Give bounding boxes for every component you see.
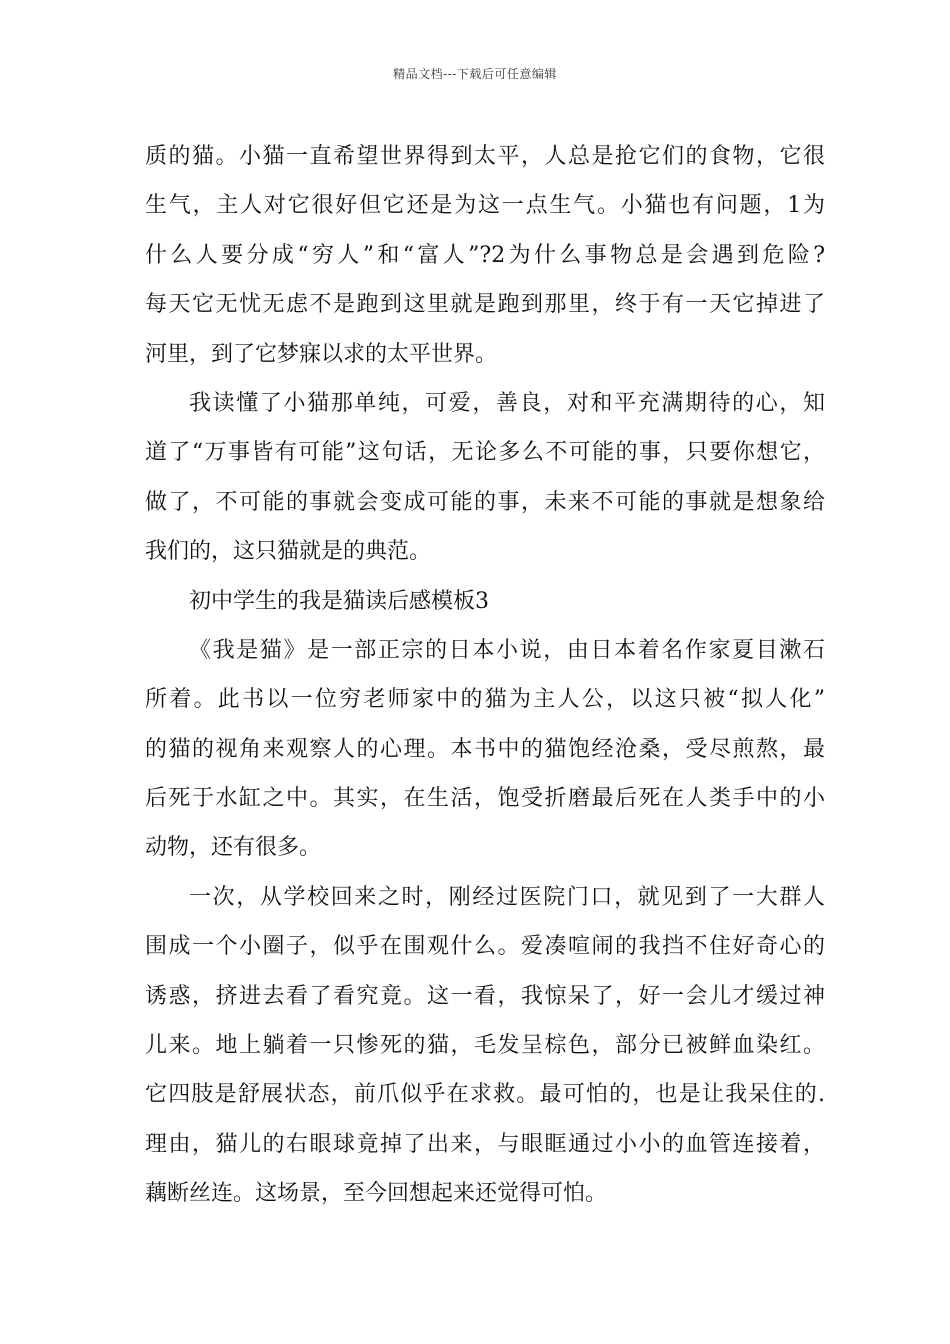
text-line: 一次，从学校回来之时，刚经过医院门口，就见到了一大群人 (189, 884, 825, 910)
text-line: 理由，猫儿的右眼球竟掉了出来，与眼眶通过小小的血管连接着， (145, 1131, 825, 1157)
text-line: 初中学生的我是猫读后感模板3 (189, 588, 489, 614)
text-line: 做了，不可能的事就会变成可能的事，未来不可能的事就是想象给 (145, 489, 825, 515)
text-line: 我读懂了小猫那单纯，可爱，善良，对和平充满期待的心，知 (189, 390, 825, 416)
text-line: 围成一个小圈子，似乎在围观什么。爱凑喧闹的我挡不住好奇心的 (145, 934, 825, 960)
text-line: 儿来。地上躺着一只惨死的猫，毛发呈棕色，部分已被鲜血染红。 (145, 1033, 825, 1059)
text-line: 生气，主人对它很好但它还是为这一点生气。小猫也有问题，1为 (145, 193, 825, 219)
text-line: 动物，还有很多。 (145, 835, 322, 861)
body-text (145, 132, 825, 1219)
text-line: 诱惑，挤进去看了看究竟。这一看，我惊呆了，好一会儿才缓过神 (145, 983, 825, 1009)
text-line: 的猫的视角来观察人的心理。本书中的猫饱经沧桑，受尽煎熬，最 (145, 736, 825, 762)
text-line: 藕断丝连。这场景，至今回想起来还觉得可怕。 (145, 1181, 608, 1207)
text-line: 什么人要分成“穷人”和“富人”?2为什么事物总是会遇到危险? (145, 242, 825, 268)
text-line: 河里，到了它梦寐以求的太平世界。 (145, 341, 498, 367)
text-line: 《我是猫》是一部正宗的日本小说，由日本着名作家夏目漱石 (189, 637, 825, 663)
text-line: 我们的，这只猫就是的典范。 (145, 539, 432, 565)
text-line: 每天它无忧无虑不是跑到这里就是跑到那里，终于有一天它掉进了 (145, 292, 825, 318)
text-line: 它四肢是舒展状态，前爪似乎在求救。最可怕的，也是让我呆住的. (145, 1082, 825, 1108)
text-line: 质的猫。小猫一直希望世界得到太平，人总是抢它们的食物，它很 (145, 144, 825, 169)
text-line: 后死于水缸之中。其实，在生活，饱受折磨最后死在人类手中的小 (145, 786, 825, 812)
text-line: 所着。此书以一位穷老师家中的猫为主人公，以这只被“拟人化” (145, 687, 825, 713)
page-header: 精品文档---下载后可任意编辑 (393, 67, 557, 81)
text-line: 道了“万事皆有可能”这句话，无论多么不可能的事，只要你想它， (145, 440, 825, 466)
